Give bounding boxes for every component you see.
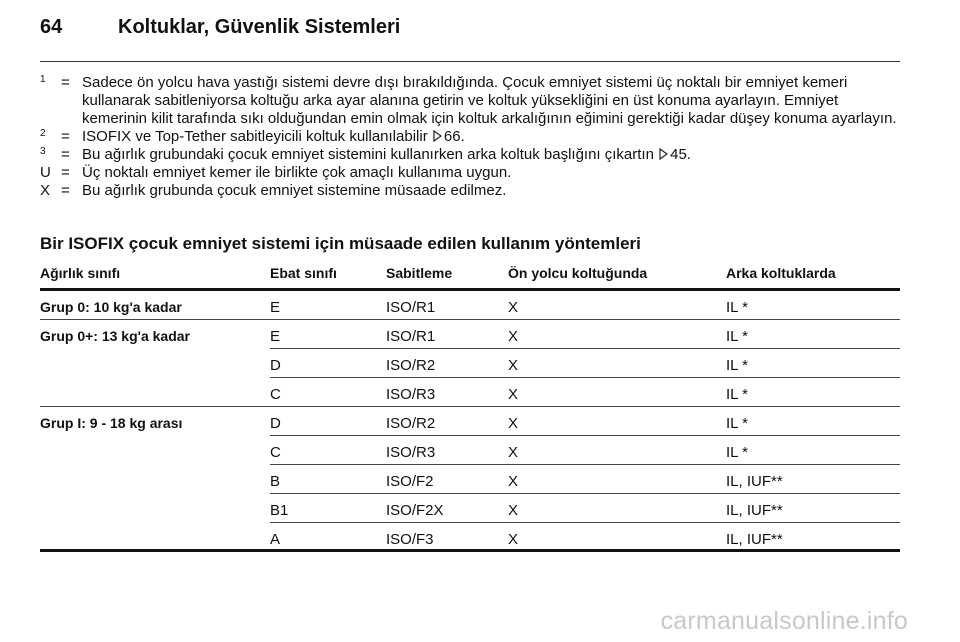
cell-rear-seats: IL, IUF** xyxy=(726,473,783,490)
footnote-text: Üç noktalı emniyet kemer ile birlikte çok amaçlı kullanıma uygun. xyxy=(82,164,512,181)
footnote-key: U xyxy=(40,164,51,181)
cell-size-class: C xyxy=(270,444,281,461)
cell-size-class: C xyxy=(270,386,281,403)
table-row xyxy=(40,349,900,378)
footnote-text: Bu ağırlık grubunda çocuk emniyet sistemine müsaade edilmez. xyxy=(82,182,507,199)
watermark: carmanualsonline.info xyxy=(660,607,908,635)
page-number: 64 xyxy=(40,16,63,38)
cell-weight-class: Grup I: 9 - 18 kg arası xyxy=(40,415,183,431)
header-size-class: Ebat sınıfı xyxy=(270,265,337,281)
cell-size-class: B1 xyxy=(270,502,289,519)
header-front-passenger-seat: Ön yolcu koltuğunda xyxy=(508,265,648,281)
page-title: Koltuklar, Güvenlik Sistemleri xyxy=(118,16,401,38)
cell-fixture: ISO/R3 xyxy=(386,444,436,461)
footnote-key: X xyxy=(40,182,51,199)
header-rear-seats: Arka koltuklarda xyxy=(726,265,836,281)
table-row xyxy=(40,407,900,436)
footnote-equals: = xyxy=(61,164,70,181)
cell-fixture: ISO/F3 xyxy=(386,531,434,548)
cell-front-passenger: X xyxy=(508,299,519,316)
footnote-2 xyxy=(40,128,902,146)
table-row xyxy=(40,378,900,407)
cell-front-passenger: X xyxy=(508,444,519,461)
cell-size-class: E xyxy=(270,299,281,316)
cell-weight-class: Grup 0+: 13 kg'a kadar xyxy=(40,328,191,344)
header-weight-class: Ağırlık sınıfı xyxy=(40,265,121,281)
footnote-text: Bu ağırlık grubundaki çocuk emniyet sistemini kullanırken arka koltuk başlığını çıkartın xyxy=(82,146,654,163)
cell-fixture: ISO/F2 xyxy=(386,473,434,490)
table-row xyxy=(40,523,900,552)
cell-front-passenger: X xyxy=(508,473,519,490)
table-row xyxy=(40,494,900,523)
page-header xyxy=(40,16,900,46)
cell-fixture: ISO/R3 xyxy=(386,386,436,403)
table-row xyxy=(40,291,900,320)
cell-rear-seats: IL, IUF** xyxy=(726,502,783,519)
header-divider xyxy=(40,61,900,62)
cell-rear-seats: IL * xyxy=(726,444,748,461)
cell-front-passenger: X xyxy=(508,502,519,519)
footnote-key: 2 xyxy=(40,128,46,139)
cell-size-class: B xyxy=(270,473,281,490)
cell-fixture: ISO/R2 xyxy=(386,357,436,374)
cell-fixture: ISO/R2 xyxy=(386,415,436,432)
cell-front-passenger: X xyxy=(508,415,519,432)
section-title: Bir ISOFIX çocuk emniyet sistemi için müsaade edilen kullanım yöntemleri xyxy=(40,234,641,253)
footnote-key: 1 xyxy=(40,74,46,85)
footnote-key: 3 xyxy=(40,146,46,157)
table-header-row xyxy=(40,262,900,291)
cell-size-class: A xyxy=(270,531,281,548)
cell-size-class: D xyxy=(270,357,281,374)
cell-front-passenger: X xyxy=(508,386,519,403)
cell-rear-seats: IL * xyxy=(726,328,748,345)
footnote-u xyxy=(40,164,902,182)
cell-front-passenger: X xyxy=(508,531,519,548)
isofix-usage-table xyxy=(40,262,900,552)
arrow-right-outline-icon[interactable] xyxy=(433,130,442,142)
footnote-1 xyxy=(40,74,902,128)
footnote-equals: = xyxy=(61,74,70,91)
arrow-right-outline-icon[interactable] xyxy=(659,148,668,160)
footnote-equals: = xyxy=(61,182,70,199)
footnotes-list xyxy=(40,74,902,200)
cell-rear-seats: IL * xyxy=(726,299,748,316)
header-fixture: Sabitleme xyxy=(386,265,453,281)
table-bottom-rule xyxy=(40,549,900,552)
cell-rear-seats: IL, IUF** xyxy=(726,531,783,548)
cell-rear-seats: IL * xyxy=(726,386,748,403)
cell-front-passenger: X xyxy=(508,328,519,345)
footnote-text: Sadece ön yolcu hava yastığı sistemi devre dışı bırakıldığında. Çocuk emniyet sistemi üç noktalı bir emniyet kemeri kullanarak sabitleniyorsa koltuğu arka ayar alanına getirin ve koltuk yüksekliğini en üst konuma ayarlayın. Emniyet kemerinin kilit tarafında sıkı olduğundan emin olmak için koltuk arkalığının eğimini gerektiği kadar düşey konuma ayarlayın. xyxy=(82,74,897,127)
footnote-3 xyxy=(40,146,902,164)
cell-weight-class: Grup 0: 10 kg'a kadar xyxy=(40,299,182,315)
cell-size-class: D xyxy=(270,415,281,432)
table-row xyxy=(40,436,900,465)
cell-rear-seats: IL * xyxy=(726,415,748,432)
table-row xyxy=(40,320,900,349)
cell-fixture: ISO/R1 xyxy=(386,299,436,316)
cell-size-class: E xyxy=(270,328,281,345)
cell-rear-seats: IL * xyxy=(726,357,748,374)
cell-front-passenger: X xyxy=(508,357,519,374)
cell-fixture: ISO/F2X xyxy=(386,502,444,519)
footnote-text: ISOFIX ve Top-Tether sabitleyicili koltuk kullanılabilir xyxy=(82,128,428,145)
page-reference-link[interactable]: 66. xyxy=(443,128,465,145)
footnote-x xyxy=(40,182,902,200)
cell-fixture: ISO/R1 xyxy=(386,328,436,345)
table-row xyxy=(40,465,900,494)
footnote-equals: = xyxy=(61,128,70,145)
page-reference-link[interactable]: 45. xyxy=(670,146,691,163)
footnote-equals: = xyxy=(61,146,70,163)
